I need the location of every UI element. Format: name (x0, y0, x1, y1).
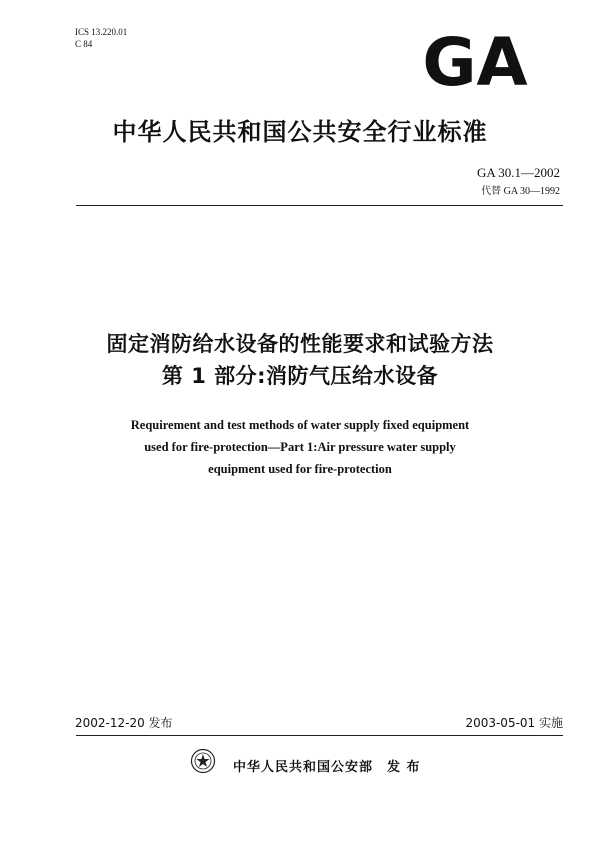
en-title-line-2: used for fire-protection—Part 1:Air pressure water supply (144, 440, 456, 454)
publisher-name: 中华人民共和国公安部 (233, 760, 374, 775)
classification-codes (75, 26, 127, 50)
bottom-divider (76, 735, 563, 736)
ga-logo (420, 23, 530, 95)
standard-number-block (477, 165, 560, 197)
en-title (70, 414, 530, 480)
implementation-date: 2003-05-01 实施 (465, 716, 563, 730)
standard-category-title: 中华人民共和国公共安全行业标准 (112, 118, 488, 146)
publish-verb: 发 布 (387, 760, 421, 775)
cn-title-line-2: 第 1 部分:消防气压给水设备 (161, 364, 439, 388)
issue-date: 2002-12-20 发布 (75, 716, 173, 730)
replaces-note: 代替 GA 30—1992 (481, 186, 560, 197)
ministry-emblem-icon (190, 748, 216, 774)
ga-logo-text: GA (422, 24, 528, 95)
top-divider (76, 205, 563, 206)
cn-title-line-1: 固定消防给水设备的性能要求和试验方法 (106, 332, 494, 356)
publisher (233, 756, 421, 775)
ccs-code: C 84 (75, 39, 93, 49)
en-title-line-1: Requirement and test methods of water supply fixed equipment (130, 418, 470, 432)
en-title-line-3: equipment used for fire-protection (208, 462, 392, 476)
standard-number: GA 30.1—2002 (476, 165, 560, 180)
ics-code: ICS 13.220.01 (75, 27, 128, 37)
